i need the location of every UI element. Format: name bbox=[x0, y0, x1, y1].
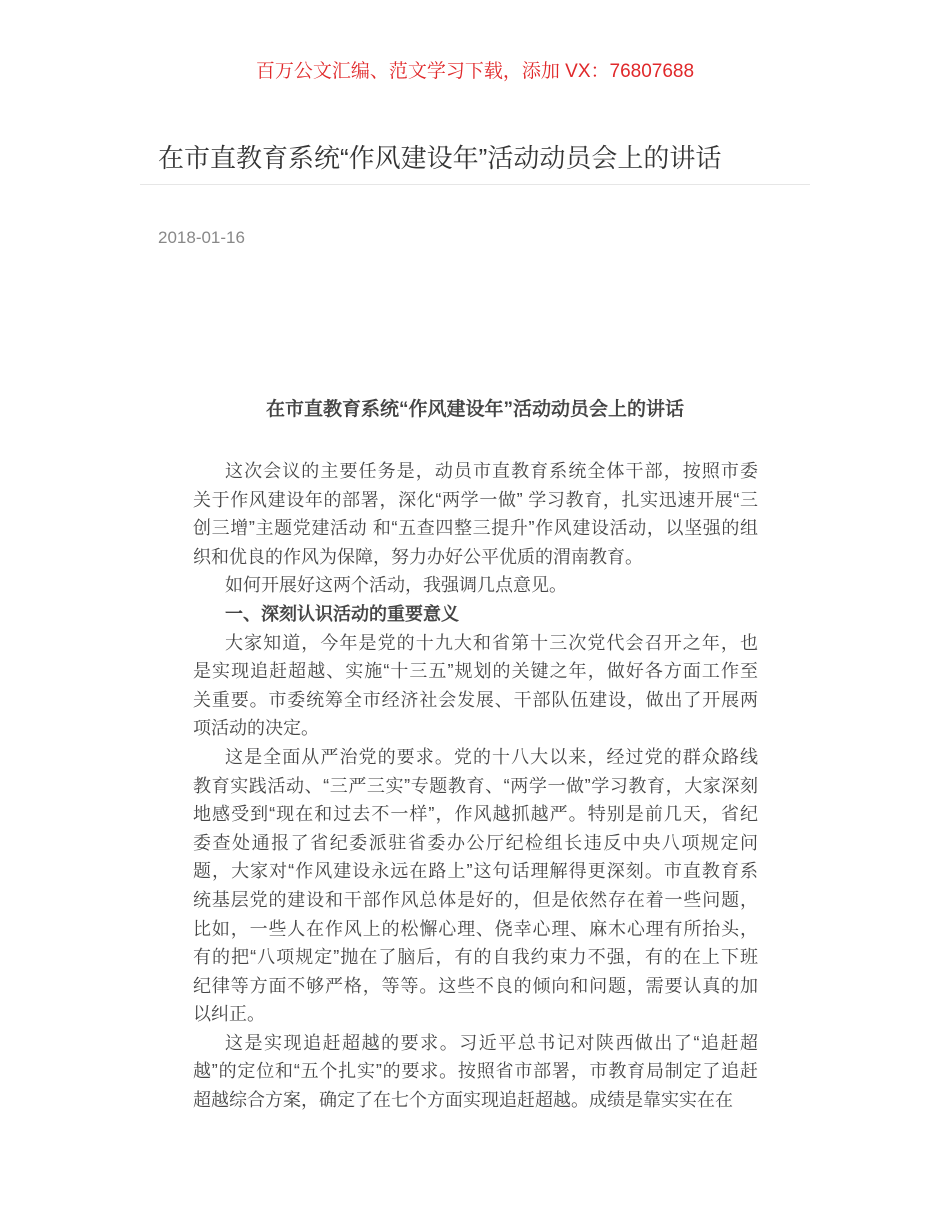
text-line: 越”的定位和“五个扎实”的要求。按照省市部署，市教育局制定了追赶 bbox=[193, 1061, 758, 1082]
text-line: 以纠正。 bbox=[193, 1004, 265, 1025]
section-heading bbox=[193, 600, 758, 629]
text-line: 纪律等方面不够严格，等等。这些不良的倾向和问题，需要认真的加 bbox=[193, 975, 758, 996]
text-line: 地感受到“现在和过去不一样”，作风越抓越严。特别是前几天，省纪 bbox=[193, 804, 758, 825]
text-line: 这次会议的主要任务是，动员市直教育系统全体干部，按照市委 bbox=[225, 461, 758, 481]
paragraph bbox=[193, 1029, 758, 1115]
text-line: 关重要。市委统筹全市经济社会发展、干部队伍建设，做出了开展两 bbox=[193, 689, 758, 710]
text-line: 项活动的决定。 bbox=[193, 718, 319, 739]
paragraph bbox=[193, 629, 758, 743]
paragraph bbox=[193, 457, 758, 571]
text-line: 超越综合方案，确定了在七个方面实现追赶超越。成绩是靠实实在在 bbox=[193, 1090, 733, 1111]
text-line: 比如，一些人在作风上的松懈心理、侥幸心理、麻木心理有所抬头， bbox=[193, 918, 758, 939]
article-body bbox=[193, 457, 758, 1115]
publish-date: 2018-01-16 bbox=[158, 228, 245, 247]
text-line: 统基层党的建设和干部作风总体是好的，但是依然存在着一些问题， bbox=[193, 889, 758, 910]
paragraph bbox=[193, 571, 758, 600]
text-line: 是实现追赶超越、实施“十三五”规划的关键之年，做好各方面工作至 bbox=[193, 661, 758, 682]
text-line: 委查处通报了省纪委派驻省委办公厅纪检组长违反中央八项规定问 bbox=[193, 832, 758, 853]
text-line: 题，大家对“作风建设永远在路上”这句话理解得更深刻。市直教育系 bbox=[193, 861, 758, 882]
article-heading: 在市直教育系统“作风建设年”活动动员会上的讲话 bbox=[265, 399, 684, 420]
text-line: 这是全面从严治党的要求。党的十八大以来，经过党的群众路线 bbox=[225, 746, 758, 767]
text-line: 一、深刻认识活动的重要意义 bbox=[225, 603, 459, 624]
text-line: 教育实践活动、“三严三实”专题教育、“两学一做”学习教育，大家深刻 bbox=[193, 775, 758, 796]
text-line: 如何开展好这两个活动，我强调几点意见。 bbox=[225, 575, 567, 596]
text-line: 创三增”主题党建活动 和“五查四整三提升”作风建设活动，以坚强的组 bbox=[193, 518, 758, 539]
text-line: 织和优良的作风为保障，努力办好公平优质的渭南教育。 bbox=[193, 546, 643, 567]
title-divider bbox=[140, 184, 810, 185]
text-line: 有的把“八项规定”抛在了脑后，有的自我约束力不强，有的在上下班 bbox=[193, 947, 758, 968]
text-line: 这是实现追赶超越的要求。习近平总书记对陕西做出了“追赶超 bbox=[225, 1032, 758, 1053]
text-line: 关于作风建设年的部署，深化“两学一做” 学习教育，扎实迅速开展“三 bbox=[193, 489, 758, 510]
article-title: 在市直教育系统“作风建设年”活动动员会上的讲话 bbox=[158, 143, 722, 173]
text-line: 大家知道，今年是党的十九大和省第十三次党代会召开之年，也 bbox=[225, 632, 758, 653]
promo-banner: 百万公文汇编、范文学习下载，添加 VX：76807688 bbox=[255, 61, 695, 82]
paragraph bbox=[193, 743, 758, 1029]
